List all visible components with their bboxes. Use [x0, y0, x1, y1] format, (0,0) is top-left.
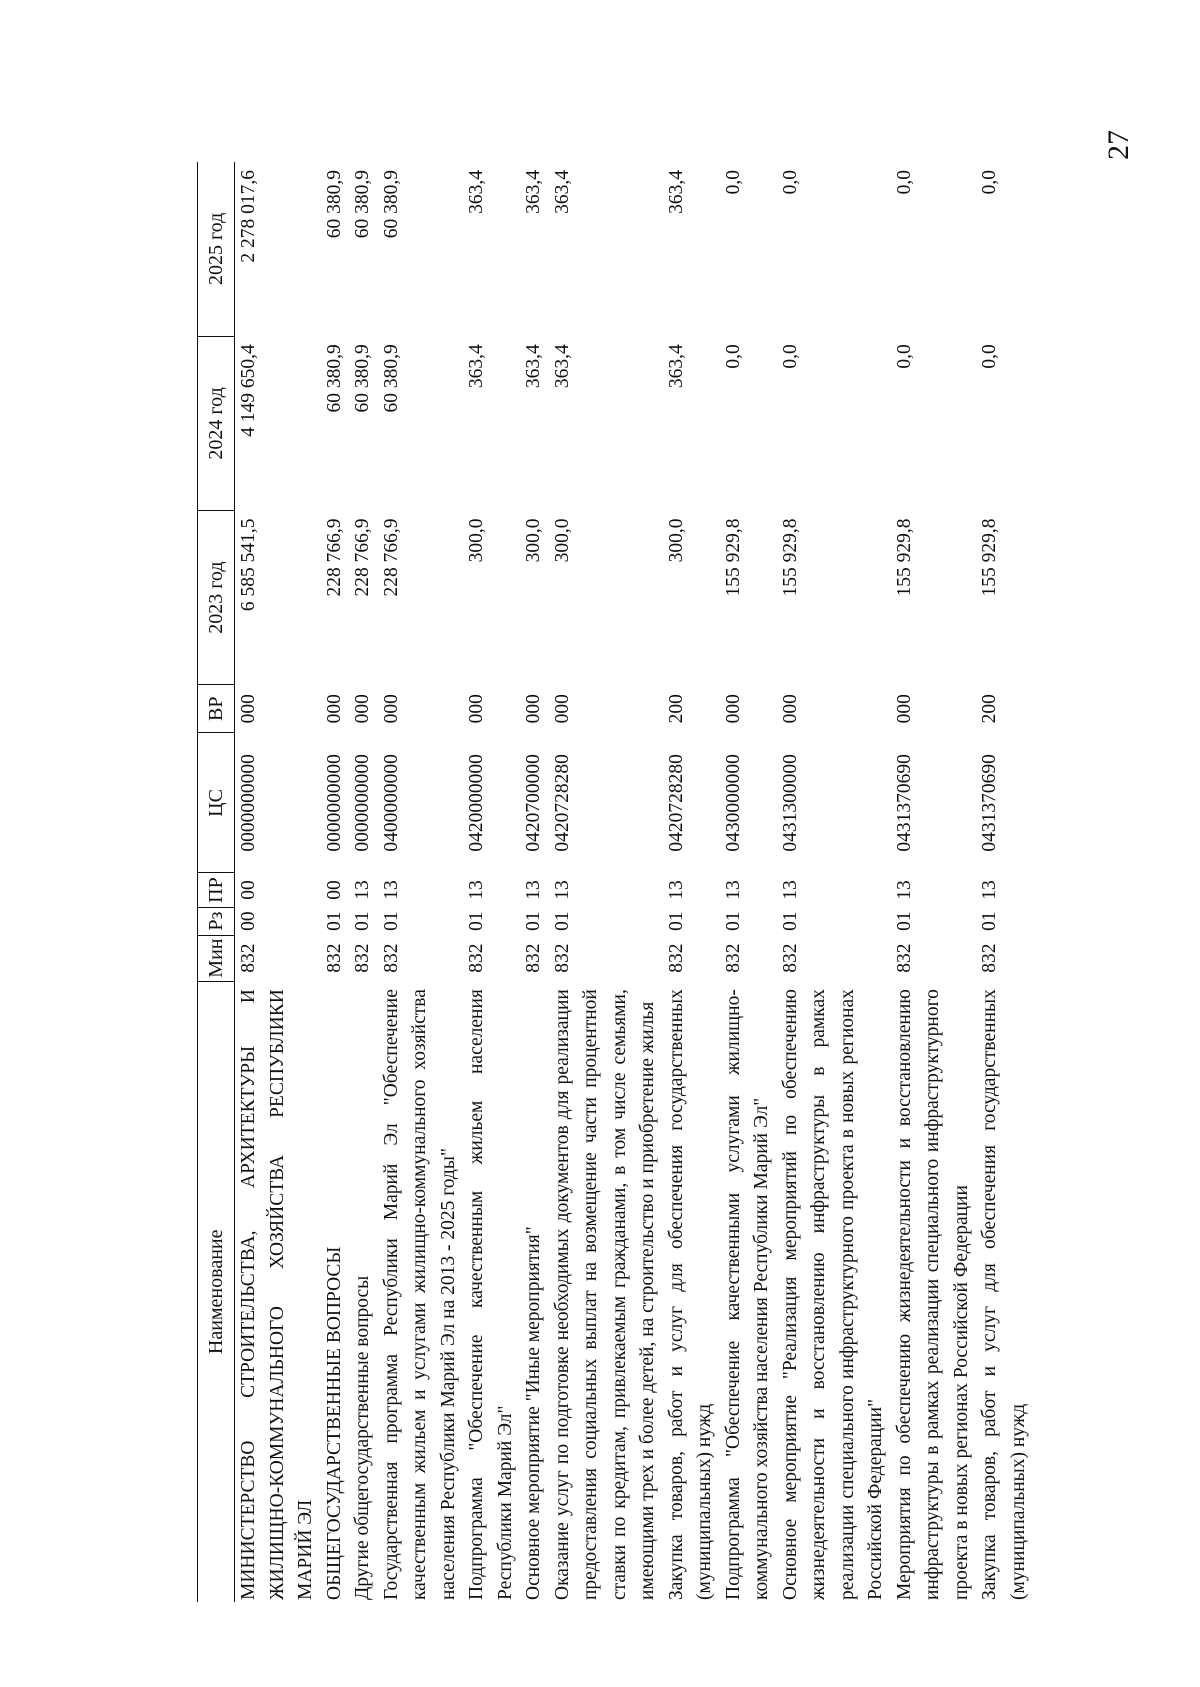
cell-pr: 13	[352, 880, 373, 900]
cell-2025: 363,4	[551, 170, 573, 214]
cell-name: Подпрограмма "Обеспечение качественным жильем населения Республики Марий Эл"	[466, 989, 516, 1600]
cell-rz: 01	[779, 911, 801, 931]
cell-2023: 228 766,9	[323, 518, 345, 597]
cell-vr: 000	[352, 694, 373, 724]
table-row	[349, 162, 378, 1602]
cell-min: 832	[893, 943, 915, 973]
cell-2025: 363,4	[523, 170, 544, 214]
cell-2023: 300,0	[466, 518, 487, 563]
cell-min: 832	[380, 943, 402, 973]
cell-2024: 4 149 650,4	[238, 344, 259, 437]
cell-2025: 2 278 017,6	[238, 170, 259, 263]
cell-name: Подпрограмма "Обеспечение качественными услугами жилищно-коммунального хозяйства населения Республики Марий Эл"	[722, 989, 772, 1600]
cell-2024: 60 380,9	[352, 344, 373, 413]
cell-name: МИНИСТЕРСТВО СТРОИТЕЛЬСТВА, АРХИТЕКТУРЫ И ЖИЛИЩНО-КОММУНАЛЬНОГО ХОЗЯЙСТВА РЕСПУБЛИКИ МАРИЙ ЭЛ	[238, 989, 316, 1600]
cell-2025: 60 380,9	[380, 170, 402, 239]
cell-pr: 13	[466, 880, 487, 900]
page-number: 27	[1102, 130, 1135, 160]
cell-2025: 0,0	[979, 170, 1000, 195]
cell-vr: 000	[893, 694, 915, 724]
cell-name: Основное мероприятие "Иные мероприятия"	[523, 1226, 544, 1600]
budget-table	[197, 162, 1033, 1602]
table-row	[321, 162, 350, 1602]
cell-rz: 01	[893, 911, 915, 931]
cell-cs: 0420700000	[523, 754, 544, 852]
table-row	[891, 162, 977, 1602]
cell-min: 832	[238, 943, 259, 973]
cell-name: Государственная программа Республики Марий Эл "Обеспечение качественным жильем и услугами жилищно-коммунального хозяйства населения Республики Марий Эл на 2013 - 2025 годы"	[380, 989, 459, 1600]
cell-cs: 0420728280	[665, 754, 687, 852]
cell-name: Мероприятия по обеспечению жизнедеятельности и восстановлению инфраструктуры в рамках реализации специального инфраструктурного проекта в новых регионах Российской Федерации	[893, 989, 972, 1600]
cell-name: Закупка товаров, работ и услуг для обеспечения государственных (муниципальных) нужд	[979, 989, 1029, 1600]
cell-min: 832	[323, 943, 345, 973]
cell-vr: 000	[779, 694, 801, 724]
header-2024: 2024 год	[198, 336, 235, 510]
table-body	[235, 162, 1034, 1602]
budget-table-sheet	[197, 162, 1033, 1602]
cell-pr: 00	[238, 880, 259, 900]
header-2023: 2023 год	[198, 511, 235, 685]
cell-pr: 13	[722, 880, 744, 900]
cell-pr: 13	[893, 880, 915, 900]
cell-pr: 00	[323, 880, 345, 900]
cell-cs: 0000000000	[323, 754, 345, 852]
cell-2024: 0,0	[893, 344, 915, 369]
cell-min: 832	[352, 943, 373, 973]
table-row	[976, 162, 1033, 1602]
cell-name: Другие общегосударственные вопросы	[352, 1275, 373, 1600]
cell-rz: 01	[323, 911, 345, 931]
cell-cs: 0430000000	[722, 754, 744, 852]
cell-min: 832	[551, 943, 573, 973]
table-row	[720, 162, 777, 1602]
table-row	[663, 162, 720, 1602]
cell-2025: 60 380,9	[352, 170, 373, 239]
cell-2023: 155 929,8	[893, 518, 915, 597]
cell-rz: 01	[466, 911, 487, 931]
cell-2025: 363,4	[665, 170, 687, 214]
cell-pr: 13	[665, 880, 687, 900]
table-row	[520, 162, 549, 1602]
cell-name: Оказание услуг по подготовке необходимых документов для реализации предоставления социальных выплат на возмещение части процентной ставки по кредитам, привлекаемым гражданами, в том числе семьями, имеющими трех и более детей, на строительство и приобретение жилья	[551, 989, 658, 1600]
cell-2025: 0,0	[779, 170, 801, 195]
cell-name: Закупка товаров, работ и услуг для обеспечения государственных (муниципальных) нужд	[665, 989, 715, 1600]
cell-name: Основное мероприятие "Реализация мероприятий по обеспечению жизнедеятельности и восстановлению инфраструктуры в рамках реализации специального инфраструктурного проекта в новых регионах Российской Федерации"	[779, 989, 886, 1600]
cell-2024: 363,4	[665, 344, 687, 389]
cell-2024: 0,0	[779, 344, 801, 369]
cell-2023: 300,0	[551, 518, 573, 563]
cell-min: 832	[779, 943, 801, 973]
cell-cs: 0000000000	[352, 754, 373, 852]
cell-pr: 13	[779, 880, 801, 900]
cell-2023: 300,0	[523, 518, 544, 563]
cell-cs: 0431370690	[979, 754, 1000, 852]
cell-2023: 155 929,8	[779, 518, 801, 597]
cell-cs: 0431300000	[779, 754, 801, 852]
cell-rz: 00	[238, 911, 259, 931]
header-rz: Рз	[198, 907, 235, 935]
cell-pr: 13	[380, 880, 402, 900]
cell-cs: 0400000000	[380, 754, 402, 852]
cell-cs: 0420000000	[466, 754, 487, 852]
table-row	[463, 162, 520, 1602]
cell-2024: 0,0	[979, 344, 1000, 369]
cell-rz: 01	[551, 911, 573, 931]
cell-rz: 01	[722, 911, 744, 931]
cell-2025: 0,0	[893, 170, 915, 195]
cell-rz: 01	[523, 911, 544, 931]
cell-min: 832	[466, 943, 487, 973]
cell-pr: 13	[979, 880, 1000, 900]
cell-2024: 363,4	[466, 344, 487, 389]
cell-2023: 228 766,9	[380, 518, 402, 597]
header-vr: ВР	[198, 685, 235, 733]
cell-2023: 155 929,8	[979, 518, 1000, 597]
cell-2024: 0,0	[722, 344, 744, 369]
cell-cs: 0000000000	[238, 754, 259, 852]
cell-vr: 000	[523, 694, 544, 724]
cell-rz: 01	[352, 911, 373, 931]
cell-2023: 155 929,8	[722, 518, 744, 597]
header-min: Мин	[198, 935, 235, 981]
cell-2025: 60 380,9	[323, 170, 345, 239]
cell-vr: 000	[323, 694, 345, 724]
header-pr: ПР	[198, 873, 235, 907]
cell-vr: 200	[979, 694, 1000, 724]
cell-2023: 6 585 541,5	[238, 518, 259, 612]
cell-vr: 000	[722, 694, 744, 724]
header-cs: ЦС	[198, 733, 235, 873]
cell-min: 832	[523, 943, 544, 973]
cell-cs: 0420728280	[551, 754, 573, 852]
cell-name: ОБЩЕГОСУДАРСТВЕННЫЕ ВОПРОСЫ	[323, 1246, 345, 1600]
cell-pr: 13	[551, 880, 573, 900]
header-2025: 2025 год	[198, 162, 235, 336]
cell-2025: 0,0	[722, 170, 744, 195]
cell-vr: 000	[238, 694, 259, 724]
cell-2023: 228 766,9	[352, 518, 373, 597]
cell-2025: 363,4	[466, 170, 487, 214]
cell-min: 832	[979, 943, 1000, 973]
cell-2024: 60 380,9	[380, 344, 402, 413]
header-name: Наименование	[198, 981, 235, 1602]
cell-vr: 000	[551, 694, 573, 724]
cell-pr: 13	[523, 880, 544, 900]
table-header	[198, 162, 235, 1602]
cell-rz: 01	[665, 911, 687, 931]
cell-min: 832	[722, 943, 744, 973]
cell-cs: 0431370690	[893, 754, 915, 852]
cell-rz: 01	[380, 911, 402, 931]
cell-vr: 000	[466, 694, 487, 724]
table-row	[378, 162, 464, 1602]
cell-2024: 363,4	[523, 344, 544, 389]
table-row	[549, 162, 663, 1602]
cell-min: 832	[665, 943, 687, 973]
table-row	[235, 162, 321, 1602]
cell-2024: 363,4	[551, 344, 573, 389]
cell-2023: 300,0	[665, 518, 687, 563]
cell-vr: 000	[380, 694, 402, 724]
cell-2024: 60 380,9	[323, 344, 345, 413]
cell-rz: 01	[979, 911, 1000, 931]
cell-vr: 200	[665, 694, 687, 724]
table-row	[777, 162, 891, 1602]
